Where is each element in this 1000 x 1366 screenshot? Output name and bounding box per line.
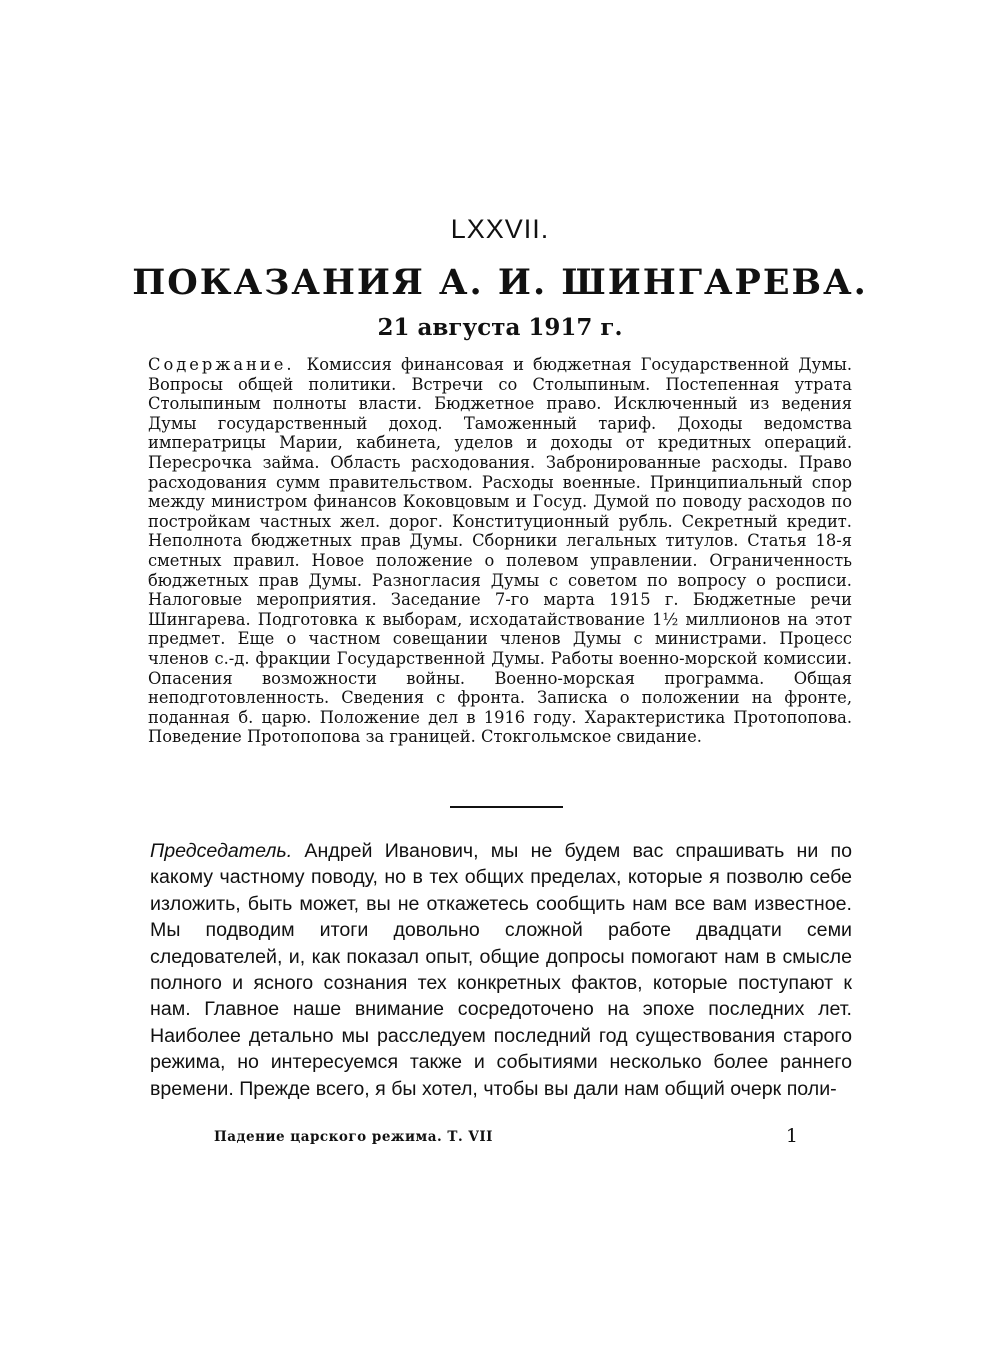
contents-summary (148, 355, 852, 747)
section-divider (450, 806, 563, 808)
chapter-number: LXXVII. (450, 214, 550, 244)
paragraph-text: Андрей Иванович, мы не будем вас спрашивать ни по какому частному поводу, но в тех общих пределах, которые я позволю себе изложить, быть может, вы не откажетесь сообщить нам все вам известное. Мы подводим итоги довольно сложной работе двадцати семи следователей, и, как показал опыт, общие допросы помогают нам в смысле полного и ясного сознания тех конкретных фактов, которые поступают к нам. Главное наше внимание сосредоточено на эпохе последних лет. Наиболее детально мы расследуем последний год существования старого режима, но интересуемся также и событиями несколько более раннего времени. Прежде всего, я бы хотел, чтобы вы дали нам общий очерк поли- (150, 840, 853, 1100)
testimony-paragraph (150, 838, 852, 1102)
page-number: 1 (785, 1125, 798, 1147)
footer-book-title: Падение царского режима. Т. VII (214, 1129, 493, 1145)
page-title: ПОКАЗАНИЯ А. И. ШИНГАРЕВА. (132, 262, 868, 303)
contents-label: Содержание. (148, 355, 307, 374)
testimony-date: 21 августа 1917 г. (377, 314, 623, 341)
page-footer (214, 1125, 804, 1149)
contents-text: Комиссия финансовая и бюджетная Государственной Думы. Вопросы общей политики. Встречи со Столыпиным. Постепенная утрата Столыпиным полноты власти. Бюджетное право. Исключенный из ведения Думы государственный доход. Таможенный тариф. Доходы ведомства императрицы Марии, кабинета, уделов и доходы от кредитных операций. Пересрочка займа. Область расходования. Забронированные расходы. Право расходования сумм правительством. Расходы военные. Принципиальный спор между министром финансов Коковцовым и Госуд. Думой по поводу расходов по постройкам частных жел. дорог. Конституционный рубль. Секретный кредит. Неполнота бюджетных прав Думы. Сборники легальных титулов. Статья 18-я сметных правил. Новое положение о полевом управлении. Ограниченность бюджетных прав Думы. Разногласия Думы с советом по вопросу о росписи. Налоговые мероприятия. Заседание 7-го марта 1915 г. Бюджетные речи Шингарева. Подготовка к выборам, исходатайствование 1½ миллионов на этот предмет. Еще о частном совещании членов Думы с министрами. Процесс членов с.-д. фракции Государственной Думы. Работы военно-морской комиссии. Опасения возможности войны. Военно-морская программа. Общая неподготовленность. Сведения с фронта. Записка о положении на фронте, поданная б. царю. Положение дел в 1916 году. Характеристика Протопопова. Поведение Протопопова за границей. Стокгольмское свидание. (148, 355, 853, 747)
speaker-label: Председатель. (150, 840, 305, 862)
